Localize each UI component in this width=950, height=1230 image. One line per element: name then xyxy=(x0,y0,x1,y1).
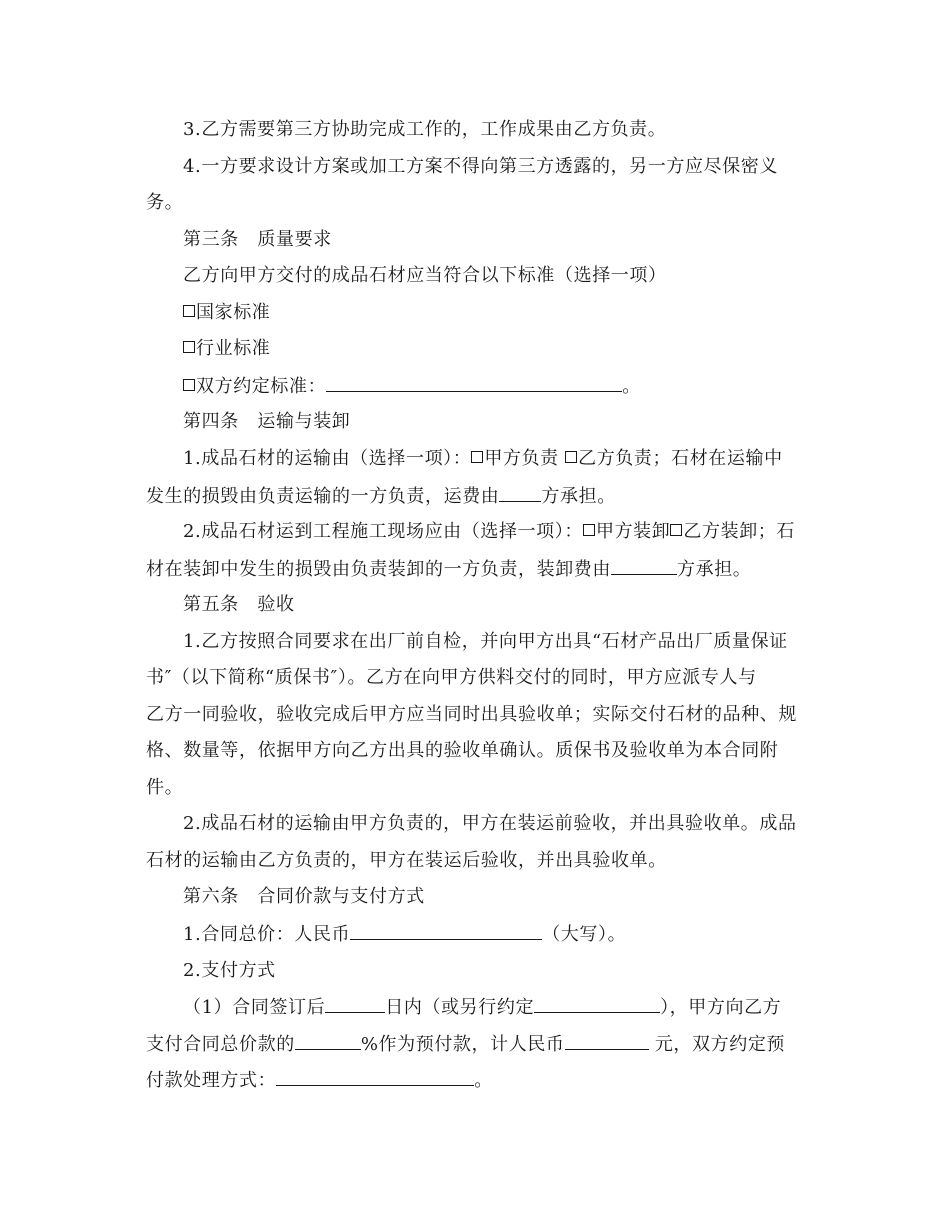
checkbox-icon[interactable] xyxy=(583,524,595,536)
text: 发生的损毁由负责运输的一方负责，运费由 xyxy=(146,486,500,507)
acceptance-clause-1-cont: 乙方一同验收，验收完成后甲方应当同时出具验收单；实际交付石材的品种、规 xyxy=(146,704,797,725)
prepayment-amount-blank[interactable] xyxy=(565,1033,649,1050)
total-price-blank[interactable] xyxy=(350,923,542,940)
acceptance-clause-1: 1.乙方按照合同要求在出厂前自检，并向甲方出具“石材产品出厂质量保证 xyxy=(183,631,788,652)
checkbox-icon[interactable] xyxy=(471,451,483,463)
text: ），甲方向乙方 xyxy=(660,997,782,1018)
text: 1.成品石材的运输由（选择一项）： xyxy=(183,448,472,469)
freight-party-blank[interactable] xyxy=(499,485,541,502)
quality-standard-intro: 乙方向甲方交付的成品石材应当符合以下标准（选择一项） xyxy=(183,265,667,286)
payment-clause-1 xyxy=(183,996,806,1019)
clause-2-item-3: 3.乙方需要第三方协助完成工作的，工作成果由乙方负责。 xyxy=(183,119,667,140)
text: 材在装卸中发生的损毁由负责装卸的一方负责，装卸费由 xyxy=(146,559,611,580)
text: 元，双方约定预 xyxy=(648,1034,786,1055)
payment-clause-1-cont xyxy=(146,1033,806,1056)
text: %作为预付款，计人民币 xyxy=(360,1034,565,1055)
acceptance-clause-1-cont: 件。 xyxy=(146,777,184,798)
text: 支付合同总价款的 xyxy=(146,1034,295,1055)
acceptance-clause-2: 2.成品石材的运输由甲方负责的，甲方在装运前验收，并出具验收单。成品 xyxy=(183,813,797,834)
text: （大写）。 xyxy=(542,924,627,945)
checkbox-icon[interactable] xyxy=(183,305,195,317)
text: 2.成品石材运到工程施工现场应由（选择一项）： xyxy=(183,521,583,542)
payment-method-heading: 2.支付方式 xyxy=(183,960,276,981)
article-4-heading: 第四条 运输与装卸 xyxy=(183,411,351,432)
text: 乙方装卸；石 xyxy=(683,521,795,542)
checkbox-icon[interactable] xyxy=(183,379,195,391)
checkbox-icon[interactable] xyxy=(670,524,682,536)
transport-clause-2-cont xyxy=(146,558,806,581)
option-label: 双方约定标准： xyxy=(196,376,327,397)
text: （1）合同签订后 xyxy=(183,997,326,1018)
text: 乙方负责；石材在运输中 xyxy=(578,448,783,469)
transport-clause-1-cont xyxy=(146,485,806,508)
text: 甲方装卸 xyxy=(595,521,671,542)
prepayment-handling-blank[interactable] xyxy=(276,1069,474,1086)
transport-clause-2 xyxy=(183,521,806,543)
checkbox-icon[interactable] xyxy=(183,341,195,353)
text: 。 xyxy=(474,1070,493,1091)
handling-fee-party-blank[interactable] xyxy=(611,558,677,575)
days-blank[interactable] xyxy=(325,996,385,1013)
payment-clause-1-cont xyxy=(146,1069,806,1092)
clause-2-item-4-cont: 务。 xyxy=(146,192,184,213)
option-national-standard xyxy=(183,302,806,324)
article-3-heading: 第三条 质量要求 xyxy=(183,229,332,250)
text: 方承担。 xyxy=(541,486,616,507)
other-agreement-blank[interactable] xyxy=(534,996,660,1013)
text: 日内（或另行约定 xyxy=(385,997,535,1018)
option-label: 国家标准 xyxy=(196,302,271,323)
article-6-heading: 第六条 合同价款与支付方式 xyxy=(183,886,425,907)
transport-clause-1 xyxy=(183,448,806,470)
option-agreed-standard xyxy=(183,375,806,398)
clause-2-item-4: 4.一方要求设计方案或加工方案不得向第三方透露的，另一方应尽保密义 xyxy=(183,156,778,177)
acceptance-clause-1-cont: 书″（以下简称“质保书″）。乙方在向甲方供料交付的同时，甲方应派专人与 xyxy=(146,667,757,688)
article-5-heading: 第五条 验收 xyxy=(183,594,295,615)
percent-blank[interactable] xyxy=(295,1033,361,1050)
agreed-standard-blank[interactable] xyxy=(326,375,622,392)
option-label: 行业标准 xyxy=(196,338,271,359)
acceptance-clause-1-cont: 格、数量等，依据甲方向乙方出具的验收单确认。质保书及验收单为本合同附 xyxy=(146,740,779,761)
acceptance-clause-2-cont: 石材的运输由乙方负责的，甲方在装运后验收，并出具验收单。 xyxy=(146,850,667,871)
total-price-line xyxy=(183,923,806,946)
option-industry-standard xyxy=(183,338,806,360)
text: 方承担。 xyxy=(677,559,752,580)
punct: 。 xyxy=(622,376,641,397)
text: 甲方负责 xyxy=(484,448,566,469)
checkbox-icon[interactable] xyxy=(565,451,577,463)
text: 1.合同总价：人民币 xyxy=(183,924,351,945)
text: 付款处理方式： xyxy=(146,1070,277,1091)
